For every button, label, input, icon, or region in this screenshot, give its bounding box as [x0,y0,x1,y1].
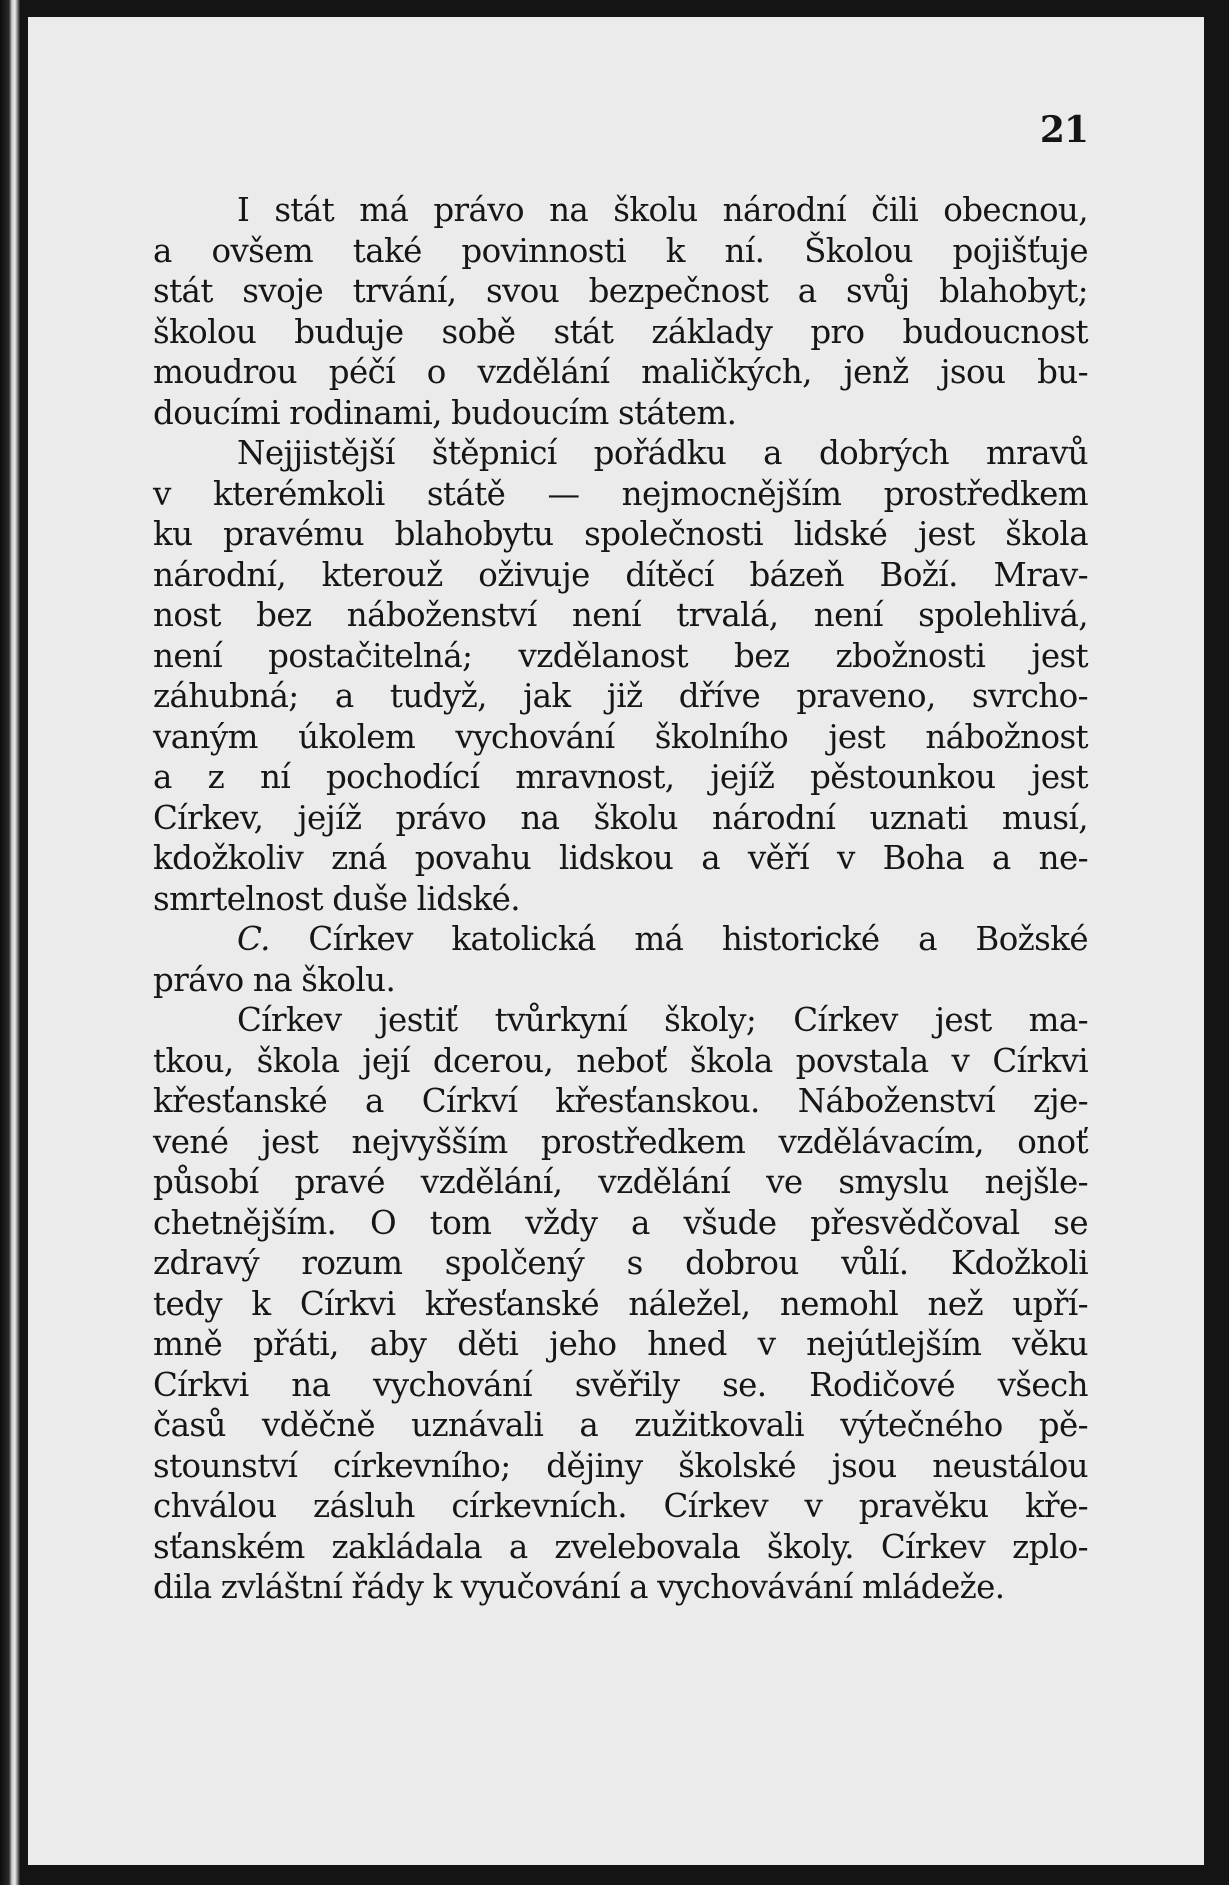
text-line: I stát má právo na školu národní čili obecnou, [237,191,1088,229]
book-page [28,17,1204,1865]
text-line: národní, kterouž oživuje dítěcí bázeň Boží. Mrav- [153,555,1088,594]
text-line: a ovšem také povinnosti k ní. Školou pojišťuje [153,231,1088,270]
book-edge-strip [0,0,20,1885]
text-line: kdožkoliv zná povahu lidskou a věří v Boha a ne- [153,839,1088,877]
section-heading-line-2: právo na školu. [153,960,396,999]
text-line: mně přáti, aby děti jeho hned v nejútlejším věku [153,1325,1088,1363]
page-number: 21 [1039,109,1088,151]
text-line: záhubná; a tudyž, jak již dříve praveno, svrcho- [153,677,1088,715]
text-line: stát svoje trvání, svou bezpečnost a svůj blahobyt; [153,272,1088,310]
text-line: chetnějším. O tom vždy a všude přesvědčoval se [153,1203,1088,1242]
section-heading-text: Církev katolická má historické a Božské [308,920,1088,958]
text-line: chválou zásluh církevních. Církev v pravěku kře- [153,1487,1088,1525]
text-line: dila zvláštní řády k vyučování a vychovávání mládeže. [153,1568,1005,1606]
text-line: Církvi na vychování svěřily se. Rodičové všech [153,1365,1088,1404]
section-letter: C. [237,920,270,958]
section-heading-line [153,919,1088,960]
text-line: Nejjistější štěpnicí pořádku a dobrých mravů [237,434,1088,472]
text-line: a z ní pochodící mravnost, jejíž pěstounkou jest [153,758,1088,796]
text-line: vené jest nejvyšším prostředkem vzdělávacím, onoť [153,1122,1088,1161]
text-line: Církev, jejíž právo na školu národní uznati musí, [153,798,1088,837]
text-line: tkou, škola její dcerou, neboť škola povstala v Církvi [153,1041,1088,1080]
text-line: stounství církevního; dějiny školské jsou neustálou [153,1446,1088,1485]
text-line: křesťanské a Církví křesťanskou. Náboženství zje- [153,1082,1088,1120]
text-line: působí pravé vzdělání, vzdělání ve smyslu nejšle- [153,1163,1088,1201]
text-line: ku pravému blahobytu společnosti lidské jest škola [153,515,1088,553]
text-line: není postačitelná; vzdělanost bez zbožnosti jest [153,636,1088,675]
text-line: tedy k Církvi křesťanské náležel, nemohl než upří- [153,1284,1088,1323]
text-line: zdravý rozum spolčený s dobrou vůlí. Kdožkoli [153,1244,1088,1282]
text-line: školou buduje sobě stát základy pro budoucnost [153,312,1088,351]
text-line: nost bez náboženství není trvalá, není spolehlivá, [153,596,1088,634]
text-line: Církev jestiť tvůrkyní školy; Církev jest ma- [237,1001,1088,1039]
page-body-text [153,190,1088,1608]
text-line: v kterémkoli státě — nejmocnějším prostředkem [153,474,1088,513]
text-line: časů vděčně uznávali a zužitkovali výtečného pě- [153,1406,1088,1444]
text-line: sťanském zakládala a zvelebovala školy. Církev zplo- [153,1527,1088,1566]
text-line: doucími rodinami, budoucím státem. [153,393,737,432]
text-line: vaným úkolem vychování školního jest nábožnost [153,717,1088,756]
text-line: moudrou péčí o vzdělání maličkých, jenž jsou bu- [153,353,1088,391]
text-line: smrtelnost duše lidské. [153,879,520,918]
